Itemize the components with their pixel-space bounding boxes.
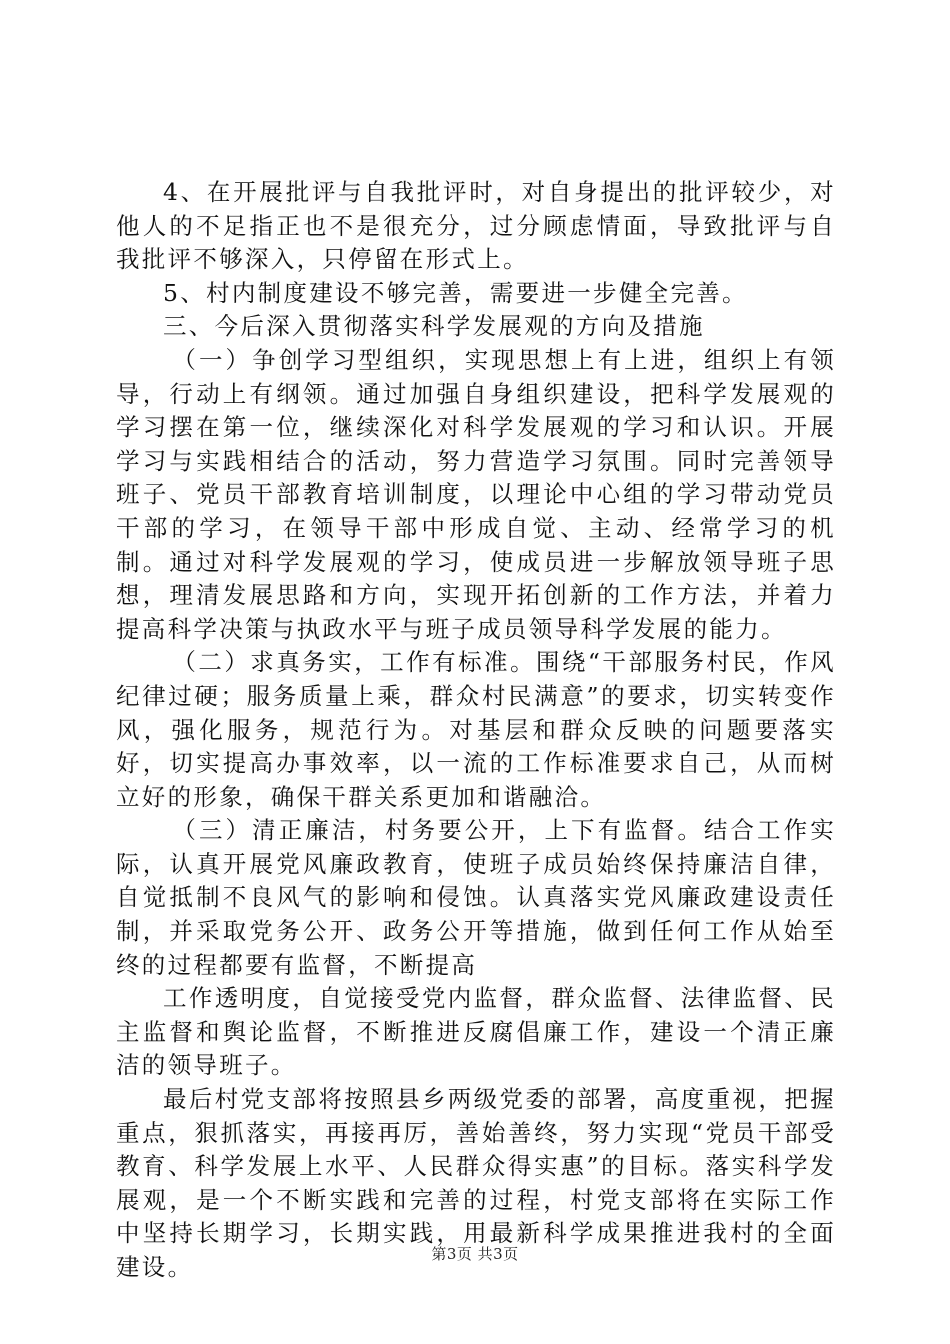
paragraph-village-system: 5、村内制度建设不够完善，需要进一步健全完善。 [163, 278, 748, 307]
document-body [116, 176, 836, 1285]
page-number-label: 第3页 共3页 [431, 1245, 519, 1263]
section-heading-measures: 三、今后深入贯彻落实科学发展观的方向及措施 [163, 312, 705, 341]
paragraph-criticism: 4、在开展批评与自我批评时，对自身提出的批评较少，对他人的不足指正也不是很充分，过分顾虑情面，导致批评与自我批评不够深入，只停留在形式上。 [116, 178, 836, 274]
paragraph-integrity: （三）清正廉洁，村务要公开，上下有监督。结合工作实际，认真开展党风廉政教育，使班子成员始终保持廉洁自律，自觉抵制不良风气的影响和侵蚀。认真落实党风廉政建设责任制，并采取党务公开、政务公开等措施，做到任何工作从始至终的过程都要有监督，不断提高 [116, 816, 836, 979]
paragraph-learning-organization: （一）争创学习型组织，实现思想上有上进，组织上有领导，行动上有纲领。通过加强自身组织建设，把科学发展观的学习摆在第一位，继续深化对科学发展观的学习和认识。开展学习与实践相结合的活动，努力营造学习氛围。同时完善领导班子、党员干部教育培训制度，以理论中心组的学习带动党员干部的学习，在领导干部中形成自觉、主动、经常学习的机制。通过对科学发展观的学习，使成员进一步解放领导班子思想，理清发展思路和方向，实现开拓创新的工作方法，并着力提高科学决策与执政水平与班子成员领导科学发展的能力。 [116, 345, 836, 643]
paragraph-work-standards: （二）求真务实，工作有标准。围绕“干部服务村民，作风纪律过硬；服务质量上乘，群众村民满意”的要求，切实转变作风，强化服务，规范行为。对基层和群众反映的问题要落实好，切实提高办事效率，以一流的工作标准要求自己，从而树立好的形象，确保干群关系更加和谐融洽。 [116, 648, 836, 811]
page-footer [0, 1244, 950, 1264]
paragraph-conclusion: 最后村党支部将按照县乡两级党委的部署，高度重视，把握重点，狠抓落实，再接再厉，善始善终，努力实现“党员干部受教育、科学发展上水平、人民群众得实惠”的目标。落实科学发展观，是一个不断实践和完善的过程，村党支部将在实际工作中坚持长期学习，长期实践，用最新科学成果推进我村的全面建设。 [116, 1085, 836, 1281]
paragraph-transparency: 工作透明度，自觉接受党内监督，群众监督、法律监督、民主监督和舆论监督，不断推进反腐倡廉工作，建设一个清正廉洁的领导班子。 [116, 984, 836, 1080]
